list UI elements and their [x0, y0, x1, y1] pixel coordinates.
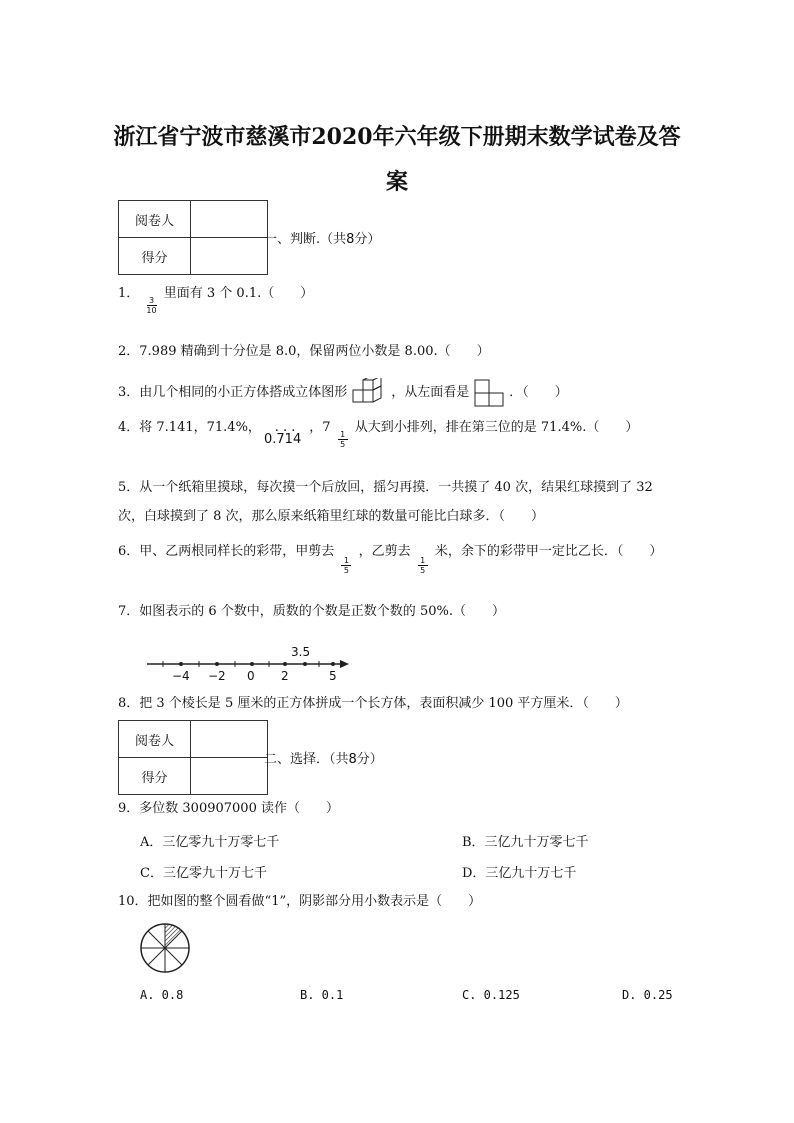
grade-table-2 [118, 720, 268, 795]
fraction-numerator: 1 [340, 430, 346, 439]
fraction-denominator: 5 [343, 566, 349, 575]
grade-table-1 [118, 200, 268, 275]
question-1 [118, 284, 314, 315]
left-view-icon [473, 378, 505, 408]
number-line-label: 2 [281, 669, 289, 683]
option-a[interactable]: A. 0.8 [140, 988, 184, 1002]
number-line-label: 0 [247, 669, 255, 683]
page-title-continued: 案 [385, 169, 408, 195]
number-line-label-top: 3.5 [291, 645, 311, 659]
option-d[interactable]: D．三亿九十万七千 [462, 866, 577, 881]
score-label: 得分 [119, 238, 191, 275]
section-heading-choice: 二、选择．（共8分） [264, 752, 383, 767]
number-line-label: −4 [172, 669, 190, 683]
question-6-text-b: ，乙剪去 [358, 544, 411, 559]
question-1-number: 1． [118, 286, 140, 301]
option-d[interactable]: D. 0.25 [622, 988, 673, 1002]
question-10: 10．把如图的整个圆看做“1”，阴影部分用小数表示是（ ） [118, 894, 482, 909]
number-line [145, 645, 355, 685]
pie-circle-figure [138, 921, 192, 979]
question-6-text-a: 6．甲、乙两根同样长的彩带，甲剪去 [118, 544, 335, 559]
option-b[interactable]: B. 0.1 [300, 988, 344, 1002]
repeating-decimal: 0.714 [264, 432, 302, 447]
reviewer-cell[interactable] [191, 721, 268, 758]
fraction-denominator: 5 [420, 566, 426, 575]
fraction-3-10 [146, 296, 156, 315]
fraction-numerator: 3 [148, 296, 155, 305]
score-cell[interactable] [191, 758, 268, 795]
reviewer-label: 阅卷人 [119, 201, 191, 238]
fraction-1-5 [338, 430, 348, 449]
fraction-numerator: 1 [343, 556, 349, 565]
fraction-1-5-b [418, 556, 428, 575]
question-4-seven: ，7 [309, 420, 331, 435]
score-label: 得分 [119, 758, 191, 795]
question-5-line-2: 次，白球摸到了 8 次，那么原来纸箱里红球的数量可能比白球多．（ ） [118, 509, 545, 524]
question-3-text-a: 3．由几个相同的小正方体搭成立体图形 [118, 385, 348, 400]
page-title: 浙江省宁波市慈溪市2020年六年级下册期末数学试卷及答 [113, 124, 681, 150]
reviewer-cell[interactable] [191, 201, 268, 238]
question-2: 2．7.989 精确到十分位是 8.0，保留两位小数是 8.00.（ ） [118, 344, 490, 359]
repeating-dots: . . . [274, 420, 296, 435]
section-heading-judgement: 一、判断.（共8分） [264, 232, 381, 247]
number-line-label: 5 [329, 669, 337, 683]
fraction-1-5-a [341, 556, 351, 575]
option-c[interactable]: C．三亿零九十万七千 [140, 866, 267, 881]
question-3 [118, 378, 568, 408]
question-1-text: 里面有 3 个 0.1.（ ） [163, 286, 314, 301]
question-3-text-c: ．（ ） [509, 385, 568, 400]
cube-stack-icon [351, 378, 387, 408]
fraction-numerator: 1 [420, 556, 426, 565]
fraction-denominator: 10 [146, 306, 157, 315]
option-c[interactable]: C. 0.125 [462, 988, 520, 1002]
question-9: 9．多位数 300907000 读作（ ） [118, 801, 339, 816]
reviewer-label: 阅卷人 [119, 721, 191, 758]
question-7: 7．如图表示的 6 个数中，质数的个数是正数个数的 50%.（ ） [118, 604, 505, 619]
question-6-text-c: 米，余下的彩带甲一定比乙长．（ ） [434, 544, 663, 559]
question-5-line-1: 5．从一个纸箱里摸球，每次摸一个后放回，摇匀再摸．一共摸了 40 次，结果红球摸到了 32 [118, 480, 653, 495]
option-a[interactable]: A．三亿零九十万零七千 [140, 835, 280, 850]
score-cell[interactable] [191, 238, 268, 275]
question-3-text-b: ，从左面看是 [391, 385, 470, 400]
question-4-text-b: 从大到小排列，排在第三位的是 71.4%.（ ） [354, 420, 639, 435]
question-8: 8．把 3 个棱长是 5 厘米的正方体拼成一个长方体，表面积减少 100 平方厘米．（ ） [118, 696, 628, 711]
option-b[interactable]: B．三亿九十万零七千 [462, 835, 589, 850]
question-4-text-a: 4．将 7.141，71.4%， [118, 420, 261, 435]
number-line-label: −2 [208, 669, 226, 683]
question-6 [118, 542, 663, 575]
fraction-denominator: 5 [340, 440, 346, 449]
